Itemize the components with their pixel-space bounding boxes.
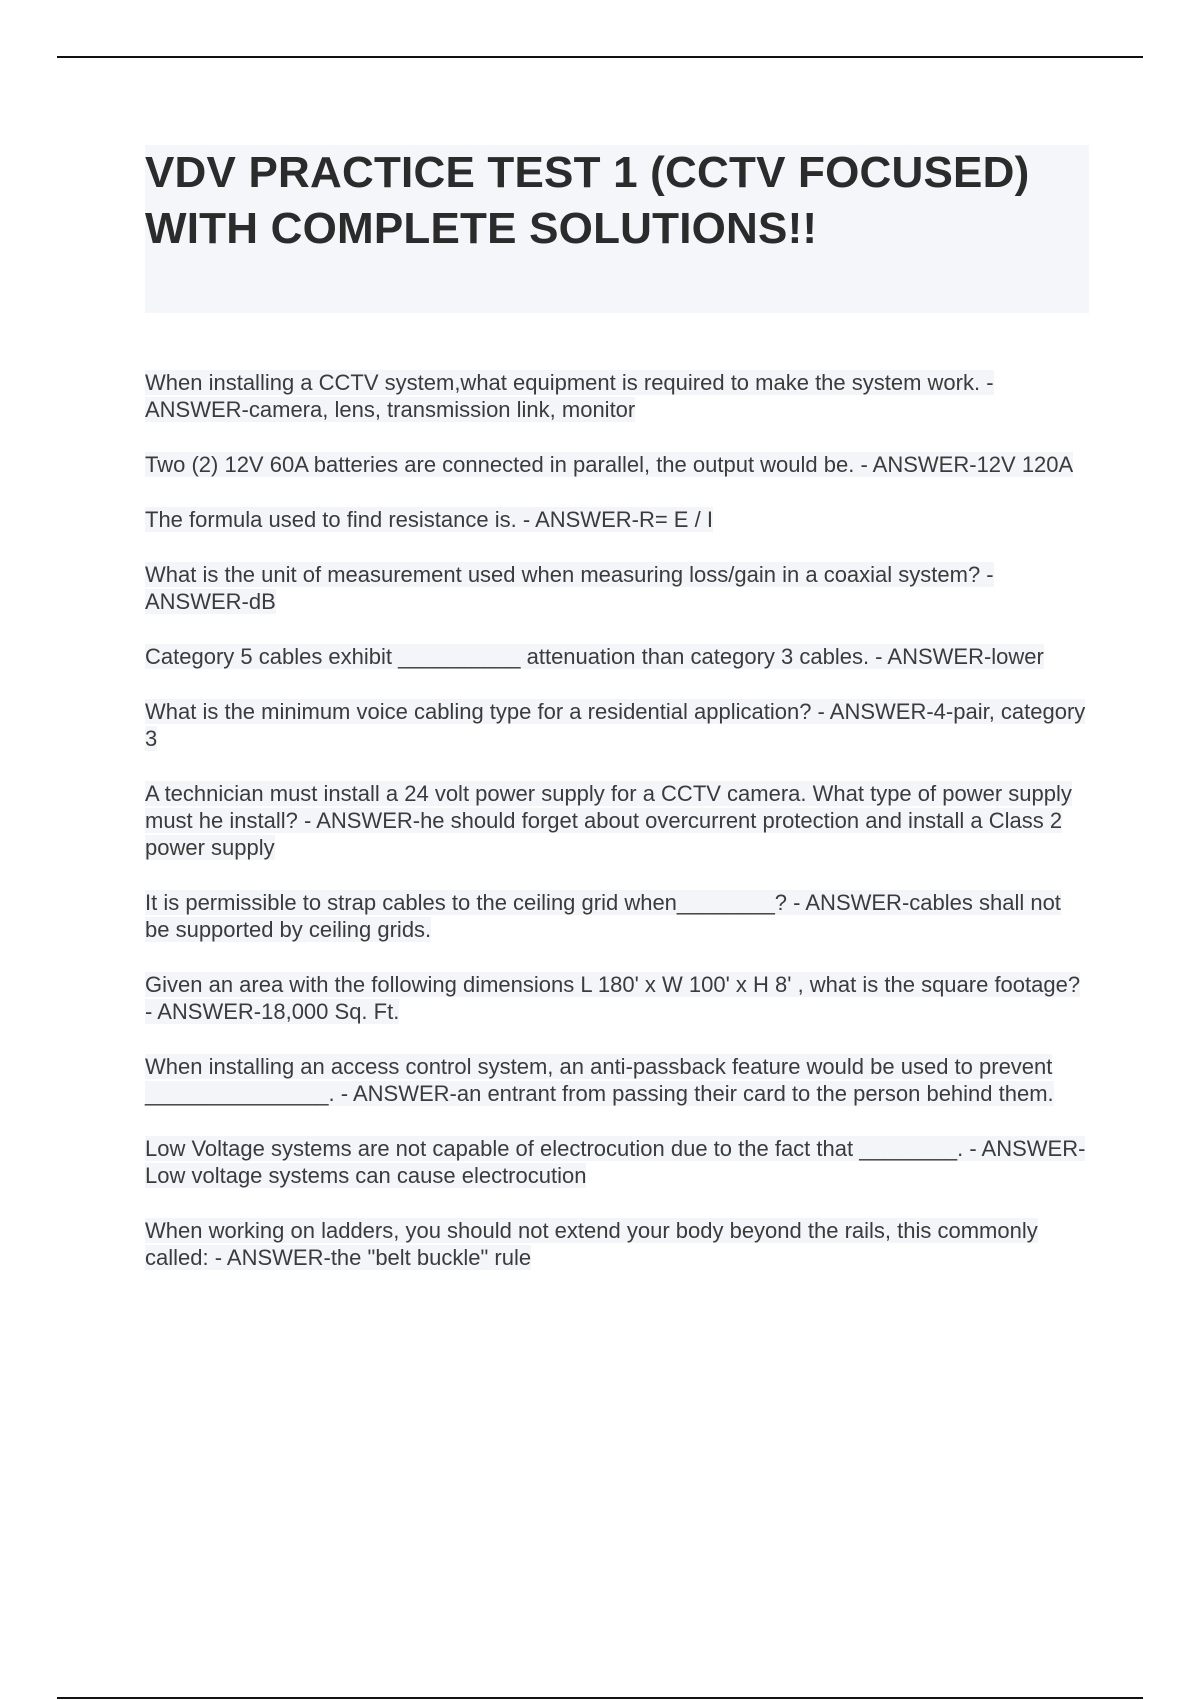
qa-item (145, 780, 1089, 861)
top-rule (57, 56, 1143, 58)
qa-text: Low Voltage systems are not capable of electrocution due to the fact that ________. - ANSWER-Low voltage systems can cause electrocution (145, 1136, 1086, 1188)
qa-item (145, 643, 1089, 670)
bottom-rule (57, 1697, 1143, 1699)
qa-text: When installing a CCTV system,what equipment is required to make the system work. - ANSWER-camera, lens, transmission link, monitor (145, 370, 994, 422)
qa-item (145, 1053, 1089, 1107)
qa-item (145, 698, 1089, 752)
qa-item (145, 506, 1089, 533)
qa-item (145, 451, 1089, 478)
qa-text: When working on ladders, you should not extend your body beyond the rails, this commonly called: - ANSWER-the "belt buckle" rule (145, 1218, 1038, 1270)
qa-text: Category 5 cables exhibit __________ attenuation than category 3 cables. - ANSWER-lower (145, 644, 1044, 669)
qa-text: Two (2) 12V 60A batteries are connected in parallel, the output would be. - ANSWER-12V 120A (145, 452, 1074, 477)
document-body (145, 145, 1089, 1299)
qa-list (145, 369, 1089, 1271)
qa-item (145, 889, 1089, 943)
qa-item (145, 1217, 1089, 1271)
qa-text: When installing an access control system, an anti-passback feature would be used to prevent _______________. - ANSWER-an entrant from passing their card to the person behind them. (145, 1054, 1054, 1106)
qa-text: What is the minimum voice cabling type for a residential application? - ANSWER-4-pair, category 3 (145, 699, 1086, 751)
qa-text: What is the unit of measurement used when measuring loss/gain in a coaxial system? - ANSWER-dB (145, 562, 994, 614)
document-title: VDV PRACTICE TEST 1 (CCTV FOCUSED) WITH COMPLETE SOLUTIONS!! (145, 148, 1030, 253)
title-block (145, 145, 1089, 313)
qa-item (145, 561, 1089, 615)
qa-item (145, 369, 1089, 423)
qa-text: A technician must install a 24 volt power supply for a CCTV camera. What type of power supply must he install? - ANSWER-he should forget about overcurrent protection and install a Class 2 power supply (145, 781, 1072, 860)
qa-text: The formula used to find resistance is. - ANSWER-R= E / I (145, 507, 713, 532)
qa-item (145, 1135, 1089, 1189)
qa-text: It is permissible to strap cables to the ceiling grid when________? - ANSWER-cables shall not be supported by ceiling grids. (145, 890, 1061, 942)
qa-item (145, 971, 1089, 1025)
qa-text: Given an area with the following dimensions L 180' x W 100' x H 8' , what is the square footage? - ANSWER-18,000 Sq. Ft. (145, 972, 1081, 1024)
